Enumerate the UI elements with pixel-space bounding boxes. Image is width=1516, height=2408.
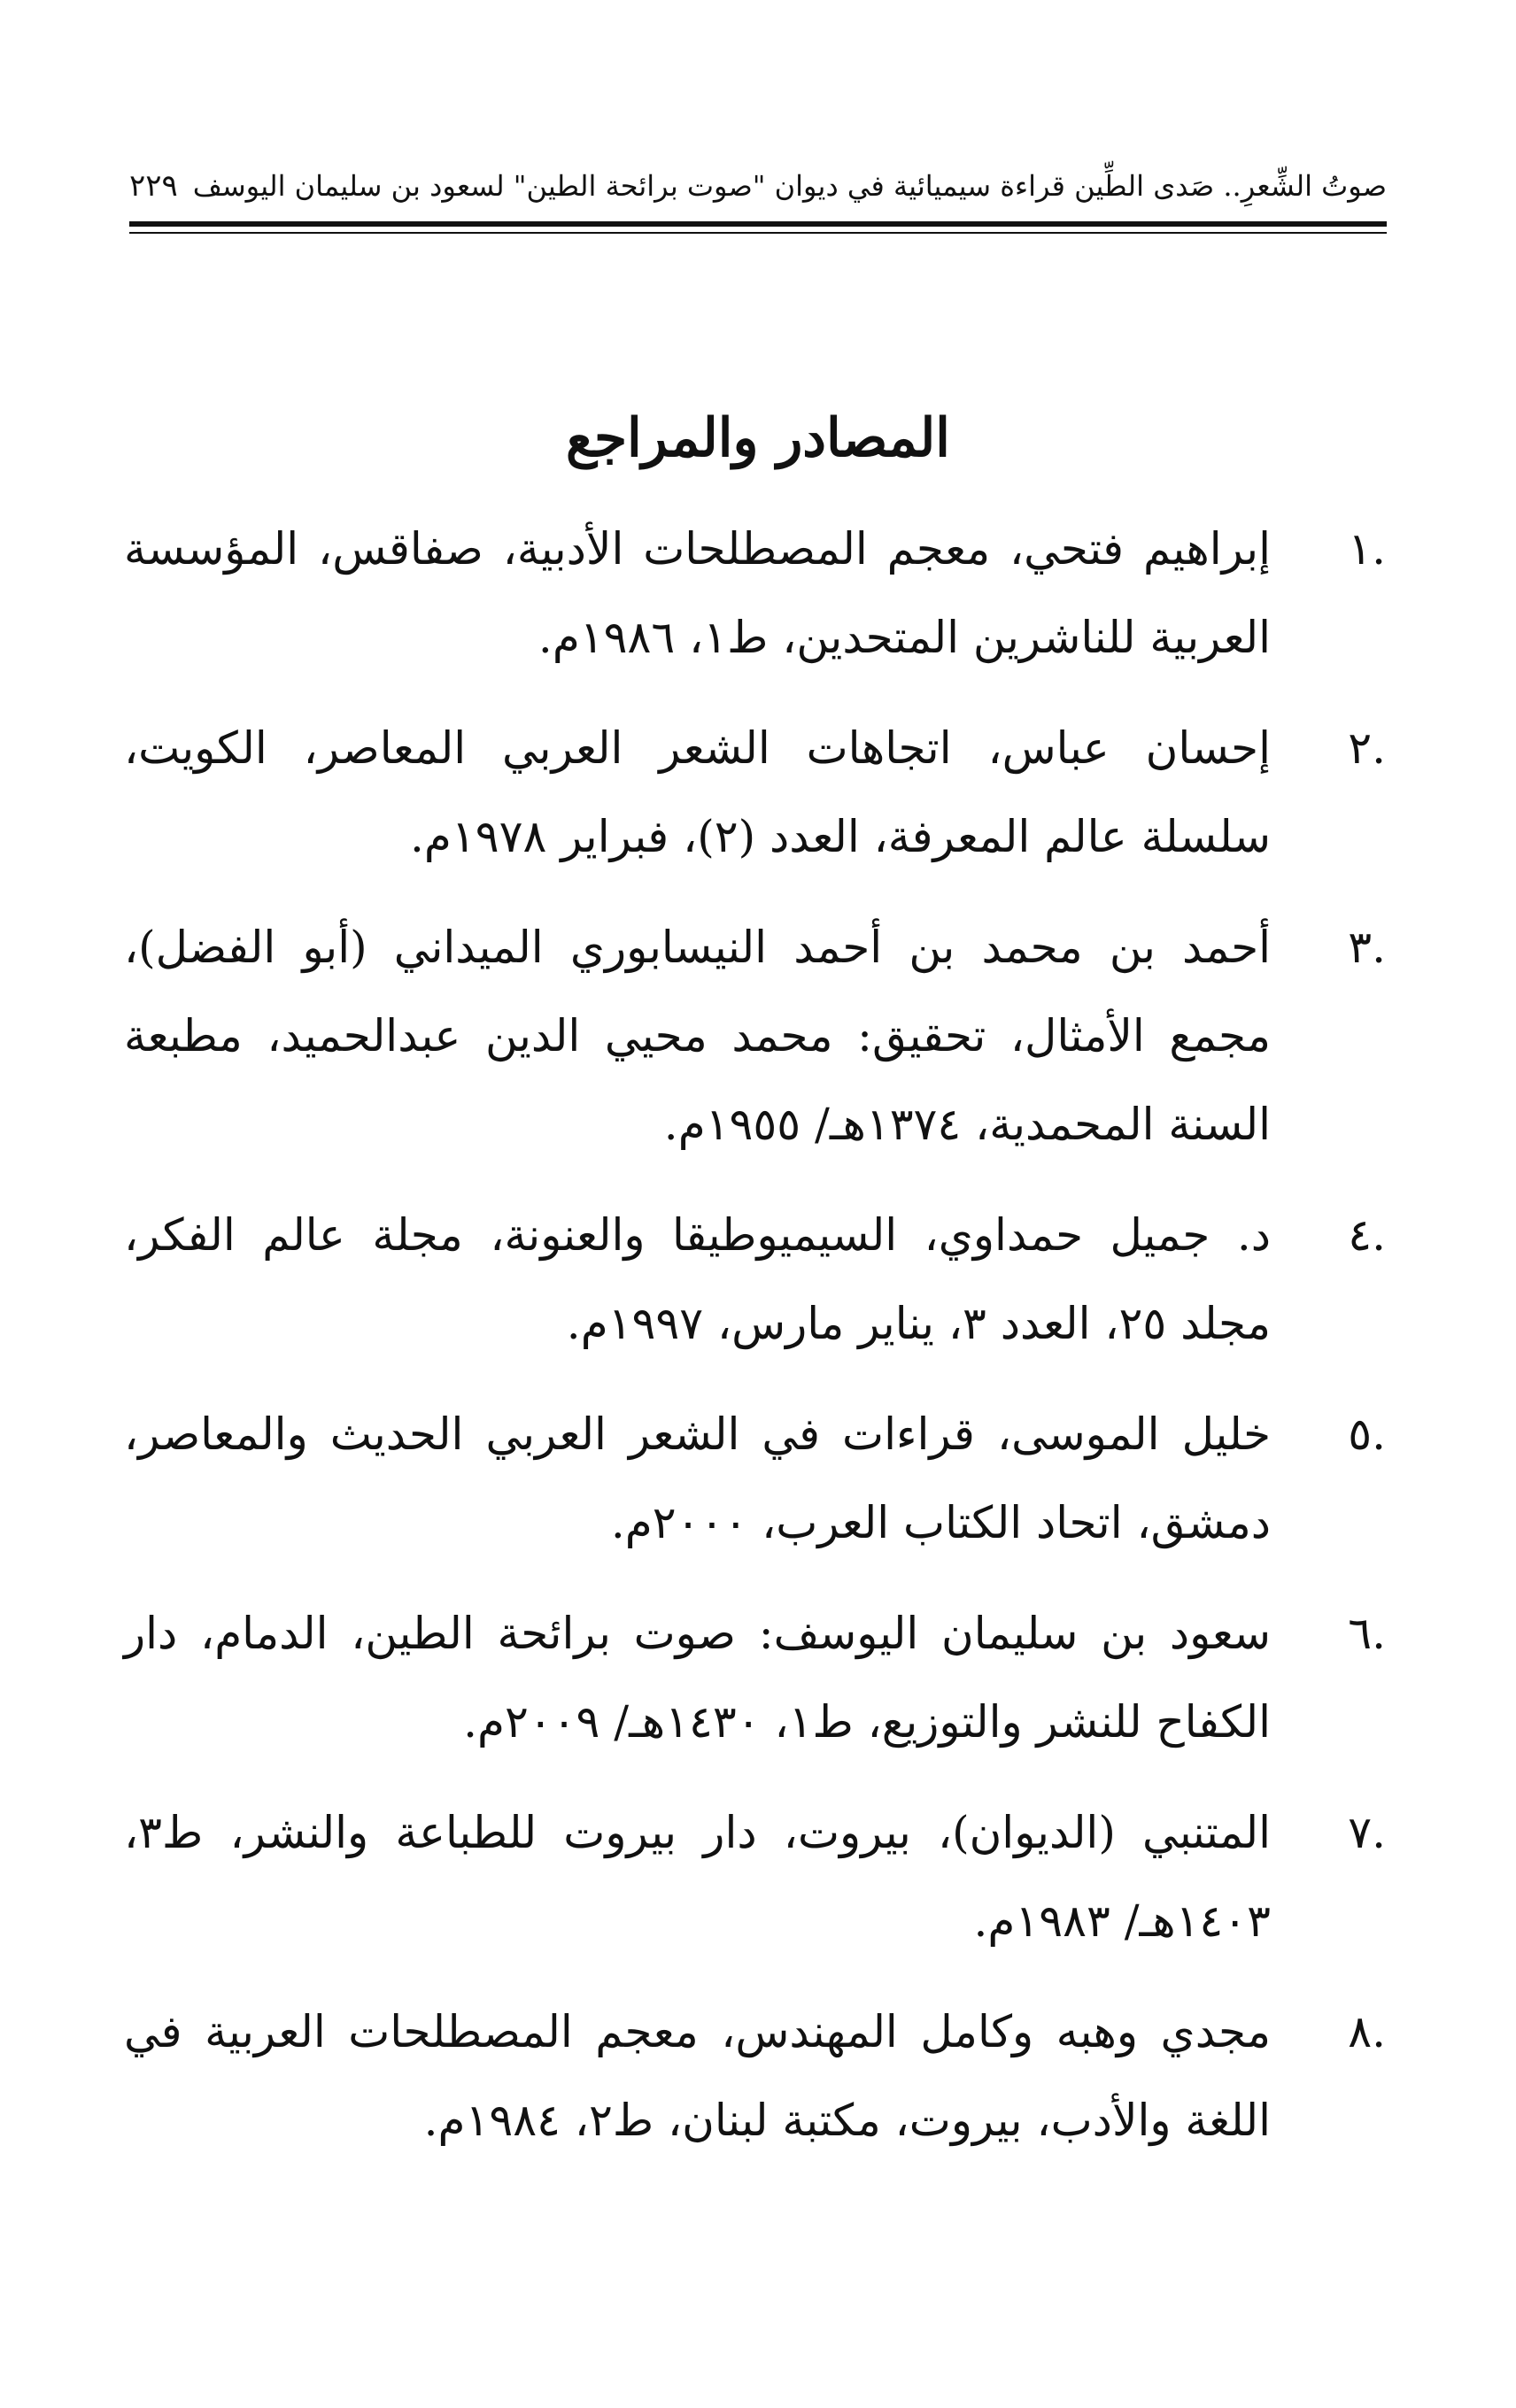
- reference-number: .٦: [1348, 1608, 1386, 1659]
- reference-item: [124, 1788, 1386, 1965]
- reference-number: .١: [1348, 523, 1386, 575]
- running-header-title: صوتُ الشِّعرِ.. صَدى الطِّين قراءة سيميائية في ديوان "صوت برائحة الطين" لسعود بن سليمان اليوسف: [192, 169, 1387, 203]
- header-rule-thin: [129, 232, 1387, 234]
- reference-item: [124, 1987, 1386, 2165]
- reference-number: .٤: [1348, 1209, 1386, 1261]
- reference-item: [124, 1390, 1386, 1567]
- reference-item: [124, 505, 1386, 682]
- page-number: ٢٢٩: [129, 168, 178, 204]
- reference-text: إبراهيم فتحي، معجم المصطلحات الأدبية، صفاقس، المؤسسة العربية للناشرين المتحدين، ط١، ١٩٨٦م.: [124, 523, 1271, 663]
- reference-number: .٥: [1348, 1409, 1386, 1460]
- reference-item: [124, 704, 1386, 881]
- reference-number: .٧: [1348, 1807, 1386, 1858]
- reference-text: أحمد بن محمد بن أحمد النيسابوري الميداني (أبو الفضل)، مجمع الأمثال، تحقيق: محمد محيي الدين عبدالحميد، مطبعة السنة المحمدية، ١٣٧٤هـ/ ١٩٥٥م.: [124, 922, 1271, 1150]
- reference-text: د. جميل حمداوي، السيميوطيقا والعنونة، مجلة عالم الفكر، مجلد ٢٥، العدد ٣، يناير مارس، ١٩٩٧م.: [124, 1209, 1271, 1349]
- reference-text: سعود بن سليمان اليوسف: صوت برائحة الطين، الدمام، دار الكفاح للنشر والتوزيع، ط١، ١٤٣٠هـ/ ٢٠٠٩م.: [124, 1608, 1271, 1748]
- reference-number: .٨: [1348, 2006, 1386, 2057]
- running-header: [129, 159, 1387, 212]
- section-title: المصادر والمراجع: [566, 407, 950, 470]
- reference-text: مجدي وهبه وكامل المهندس، معجم المصطلحات العربية في اللغة والأدب، بيروت، مكتبة لبنان، ط٢، ١٩٨٤م.: [124, 2006, 1271, 2146]
- reference-item: [124, 903, 1386, 1169]
- reference-text: إحسان عباس، اتجاهات الشعر العربي المعاصر، الكويت، سلسلة عالم المعرفة، العدد (٢)، فبراير ١٩٧٨م.: [124, 722, 1271, 862]
- reference-item: [124, 1589, 1386, 1766]
- header-rule-thick: [129, 221, 1387, 227]
- references-list: [124, 505, 1386, 2187]
- reference-text: خليل الموسى، قراءات في الشعر العربي الحديث والمعاصر، دمشق، اتحاد الكتاب العرب، ٢٠٠٠م.: [124, 1409, 1271, 1548]
- reference-text: المتنبي (الديوان)، بيروت، دار بيروت للطباعة والنشر، ط٣، ١٤٠٣هـ/ ١٩٨٣م.: [124, 1807, 1271, 1947]
- reference-number: .٣: [1348, 922, 1386, 973]
- reference-item: [124, 1191, 1386, 1368]
- reference-number: .٢: [1348, 722, 1386, 774]
